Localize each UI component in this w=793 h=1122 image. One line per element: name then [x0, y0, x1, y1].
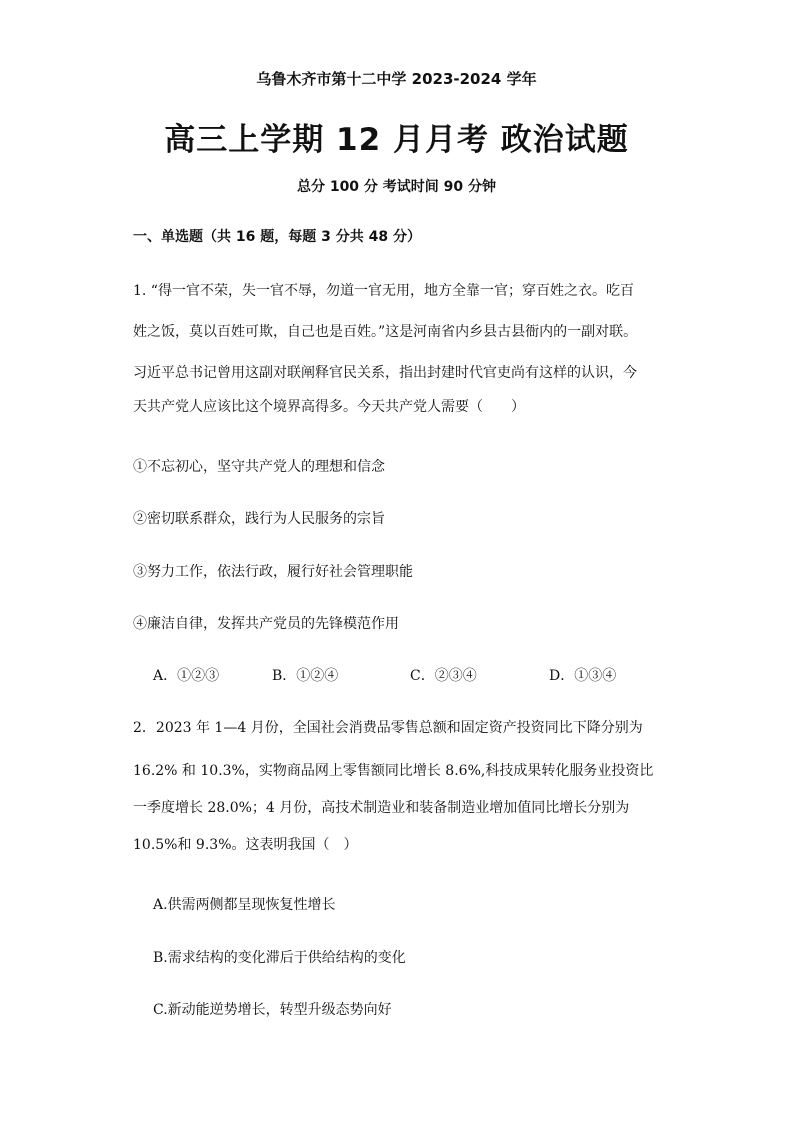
section-heading: 一、单选题（共 16 题，每题 3 分共 48 分）	[133, 229, 421, 245]
question-1-option-d[interactable]: D．①③④	[549, 668, 617, 684]
question-2-line: 2．2023 年 1—4 月份，全国社会消费品零售总额和固定资产投资同比下降分别为	[133, 720, 643, 736]
question-1-option-a[interactable]: A．①②③	[153, 668, 220, 684]
question-1-statement: ④廉洁自律，发挥共产党员的先锋模范作用	[133, 616, 399, 632]
question-2-line: 一季度增长 28.0%；4 月份，高技术制造业和装备制造业增加值同比增长分别为	[133, 800, 630, 816]
question-1-line: 习近平总书记曾用这副对联阐释官民关系，指出封建时代官吏尚有这样的认识，今	[133, 365, 637, 381]
question-1-statement: ③努力工作，依法行政，履行好社会管理职能	[133, 564, 413, 580]
question-2-line: 16.2% 和 10.3%，实物商品网上零售额同比增长 8.6%,科技成果转化服务业投资比	[133, 763, 654, 779]
question-1-statement: ②密切联系群众，践行为人民服务的宗旨	[133, 511, 385, 527]
question-1-option-b[interactable]: B．①②④	[272, 668, 339, 684]
question-1-option-c[interactable]: C．②③④	[410, 668, 477, 684]
exam-title: 高三上学期 12 月月考 政治试题	[164, 122, 629, 158]
question-2-line: 10.5%和 9.3%。这表明我国（ ）	[133, 837, 358, 853]
question-1-line: 天共产党人应该比这个境界高得多。今天共产党人需要（ ）	[133, 399, 525, 415]
question-1-statement: ①不忘初心，坚守共产党人的理想和信念	[133, 459, 385, 475]
question-1-line: 1. “得一官不荣，失一官不辱，勿道一官无用，地方全靠一官；穿百姓之衣。吃百	[133, 283, 634, 299]
question-2-option-c[interactable]: C.新动能逆势增长，转型升级态势向好	[153, 1002, 392, 1018]
exam-info: 总分 100 分 考试时间 90 分钟	[296, 179, 497, 195]
school-year-heading: 乌鲁木齐市第十二中学 2023-2024 学年	[256, 70, 537, 88]
question-1-line: 姓之饭，莫以百姓可欺，自己也是百姓。”这是河南省内乡县古县衙内的一副对联。	[133, 324, 638, 340]
question-2-option-b[interactable]: B.需求结构的变化滞后于供给结构的变化	[153, 950, 406, 966]
question-2-option-a[interactable]: A.供需两侧都呈现恢复性增长	[153, 897, 336, 913]
